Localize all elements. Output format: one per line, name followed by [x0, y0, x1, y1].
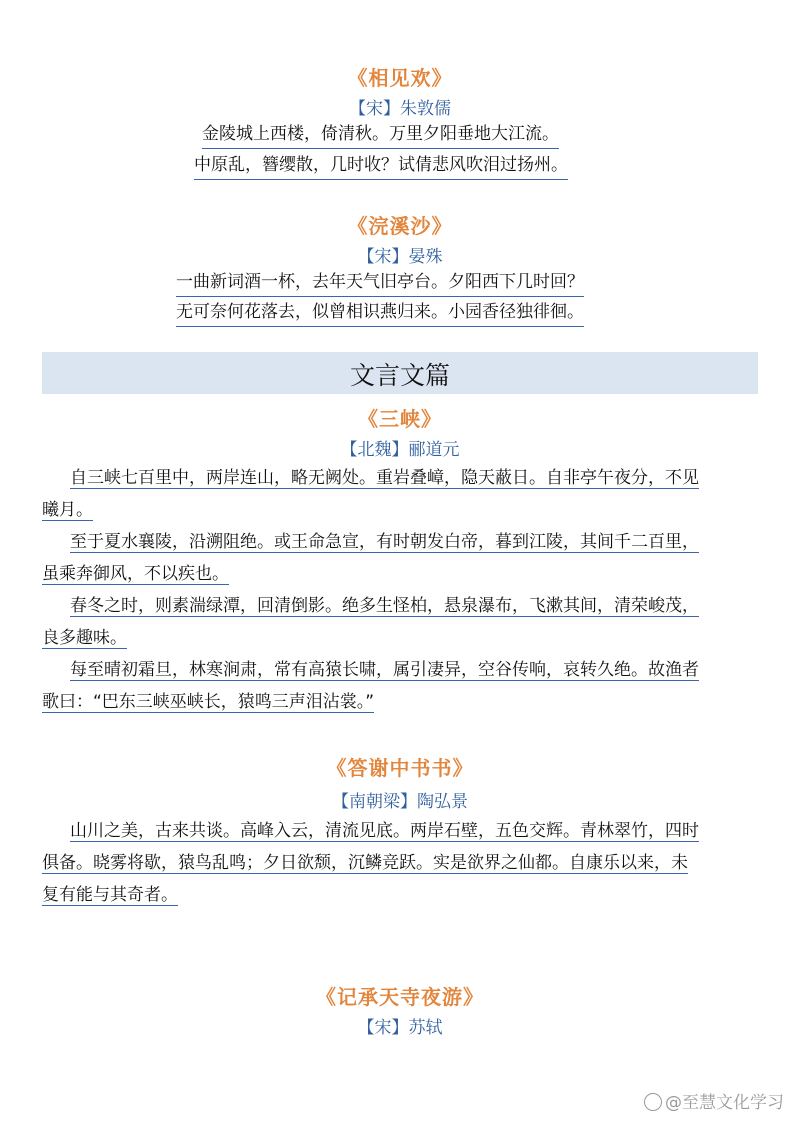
author-name: 陶弘景 [417, 792, 468, 812]
prose-row [42, 847, 732, 879]
prose-row [42, 622, 732, 654]
prose-author-line [0, 1013, 800, 1038]
prose-row-text: 歌曰：“巴东三峡巫峡长，猿鸣三声泪沾裳。” [42, 692, 375, 712]
prose-row [70, 462, 760, 494]
poem-line: 一曲新词酒一杯，去年天气旧亭台。夕阳西下几时回？ [176, 270, 584, 297]
prose-row-text: 良多趣味。 [42, 628, 127, 648]
author-name: 晏殊 [408, 247, 443, 267]
author-name: 郦道元 [408, 440, 460, 460]
prose-row [70, 815, 760, 847]
prose-body-sanxia [42, 462, 760, 718]
dynasty-label: 【北魏】 [340, 440, 409, 460]
prose-row-text: 至于夏水襄陵，沿溯阻绝。或王命急宣，有时朝发白帝，暮到江陵，其间千二百里， [70, 532, 699, 552]
poem-author-line [0, 242, 800, 267]
prose-author-line [0, 435, 800, 460]
prose-row [70, 654, 760, 686]
prose-row-text: 曦月。 [42, 500, 93, 520]
poem-line: 无可奈何花落去，似曾相识燕归来。小园香径独徘徊。 [176, 300, 584, 327]
dynasty-label: 【南朝梁】 [332, 792, 417, 812]
prose-row-text: 山川之美，古来共谈。高峰入云，清流见底。两岸石壁，五色交辉。青林翠竹，四时 [70, 821, 699, 841]
prose-row [42, 558, 732, 590]
poem-author-line [0, 94, 800, 119]
prose-row [70, 590, 760, 622]
prose-row [70, 526, 760, 558]
author-name: 朱敦儒 [400, 99, 451, 119]
prose-row [42, 879, 732, 911]
prose-row-text: 复有能与其奇者。 [42, 885, 178, 905]
poem-title-huanxisha: 《浣溪沙》 [347, 214, 453, 238]
author-name: 苏轼 [408, 1018, 443, 1038]
prose-title-sanxia: 《三峡》 [358, 407, 442, 431]
prose-body-daxie [42, 815, 760, 911]
poem-title-xiangjianhuan: 《相见欢》 [347, 66, 453, 90]
logo-icon [644, 1093, 662, 1111]
poem-line: 中原乱，簪缨散，几时收？试倩悲风吹泪过扬州。 [194, 153, 568, 180]
dynasty-label: 【宋】 [357, 1018, 409, 1038]
prose-row-text: 春冬之时，则素湍绿潭，回清倒影。绝多生怪柏，悬泉瀑布，飞漱其间，清荣峻茂， [70, 596, 699, 616]
prose-row [42, 494, 732, 526]
prose-title-jichengtiansiyeyou: 《记承天寺夜游》 [316, 985, 484, 1009]
poem-line: 金陵城上西楼，倚清秋。万里夕阳垂地大江流。 [202, 122, 559, 149]
prose-author-line [0, 787, 800, 812]
prose-title-daxiezhongshushu: 《答谢中书书》 [326, 756, 474, 780]
dynasty-label: 【宋】 [349, 99, 400, 119]
watermark [644, 1088, 784, 1113]
prose-row-text: 每至晴初霜旦，林寒涧肃，常有高猿长啸，属引凄异，空谷传响，哀转久绝。故渔者 [70, 660, 699, 680]
watermark-text: @至慧文化学习 [665, 1093, 784, 1113]
section-title: 文言文篇 [349, 361, 450, 390]
prose-row-text: 自三峡七百里中，两岸连山，略无阙处。重岩叠嶂，隐天蔽日。自非亭午夜分，不见 [70, 468, 699, 488]
prose-row-text: 俱备。晓雾将歇，猿鸟乱鸣；夕日欲颓，沉鳞竞跃。实是欲界之仙都。自康乐以来，未 [42, 853, 688, 873]
dynasty-label: 【宋】 [357, 247, 409, 267]
prose-row-text: 虽乘奔御风，不以疾也。 [42, 564, 229, 584]
prose-row [42, 686, 732, 718]
